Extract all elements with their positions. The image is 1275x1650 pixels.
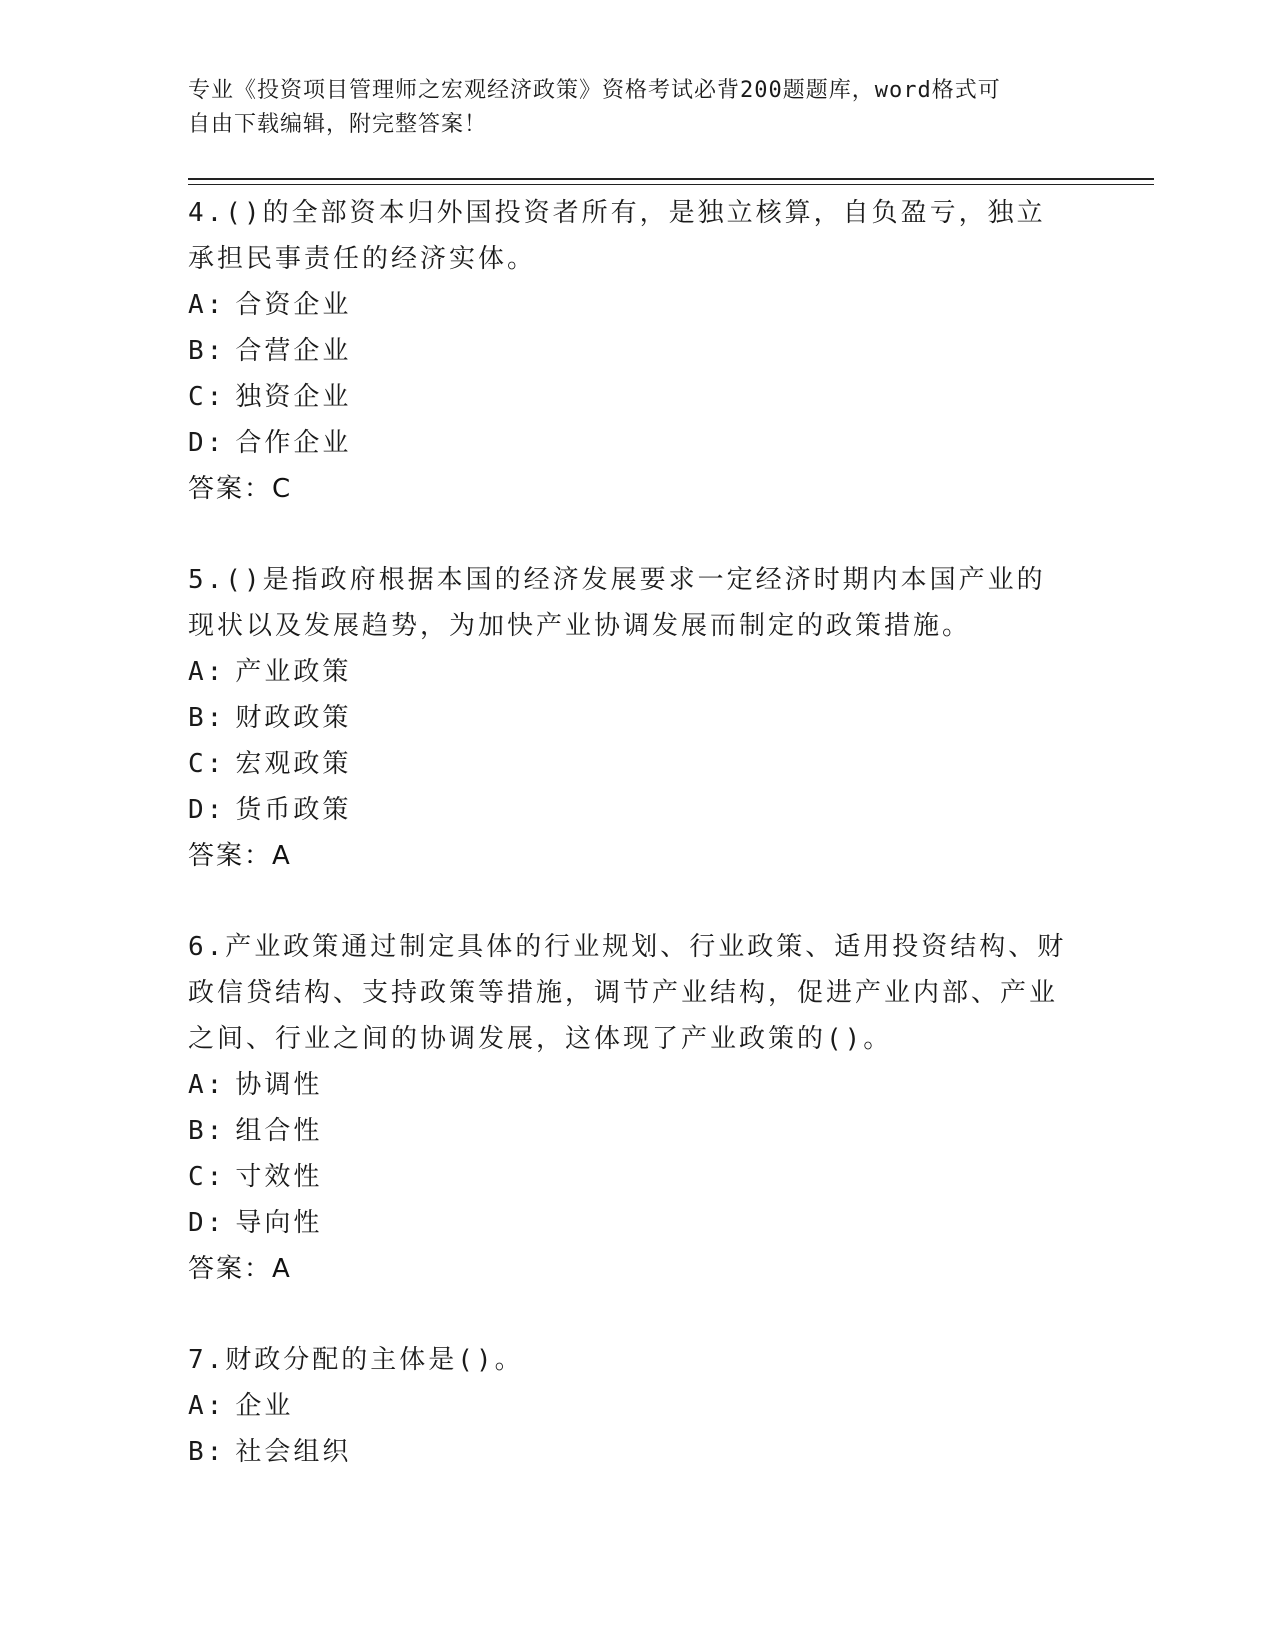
header-line-1: 专业《投资项目管理师之宏观经济政策》资格考试必背200题题库，word格式可	[188, 78, 1001, 103]
option-b	[188, 328, 1068, 374]
option-c	[188, 741, 1068, 787]
question-7	[188, 1337, 1068, 1475]
option-key: D:	[188, 1208, 226, 1238]
option-text: 寸效性	[235, 1162, 323, 1192]
answer-line: 答案：C	[188, 474, 293, 504]
option-text: 产业政策	[235, 657, 352, 687]
header-rule-thin	[188, 184, 1154, 185]
option-key: A:	[188, 1070, 226, 1100]
option-key: B:	[188, 336, 226, 366]
answer-line: 答案：A	[188, 1254, 292, 1284]
option-c	[188, 374, 1068, 420]
header-rule-thick	[188, 178, 1154, 180]
option-d	[188, 1200, 1068, 1246]
option-d	[188, 420, 1068, 466]
option-text: 宏观政策	[235, 749, 352, 779]
option-text: 社会组织	[235, 1437, 352, 1467]
question-stem: 6.产业政策通过制定具体的行业规划、行业政策、适用投资结构、财政信贷结构、支持政策等措施，调节产业结构，促进产业内部、产业之间、行业之间的协调发展，这体现了产业政策的()。	[188, 932, 1067, 1054]
option-key: D:	[188, 428, 226, 458]
answer-line: 答案：A	[188, 841, 292, 871]
option-text: 合营企业	[235, 336, 352, 366]
option-text: 协调性	[235, 1070, 323, 1100]
option-text: 企业	[235, 1391, 294, 1421]
option-key: C:	[188, 382, 226, 412]
option-key: A:	[188, 657, 226, 687]
option-text: 货币政策	[235, 795, 352, 825]
option-key: B:	[188, 1116, 226, 1146]
option-text: 合作企业	[235, 428, 352, 458]
option-b	[188, 695, 1068, 741]
option-key: B:	[188, 1437, 226, 1467]
option-key: C:	[188, 749, 226, 779]
header-line-2: 自由下载编辑，附完整答案！	[188, 112, 488, 137]
option-text: 导向性	[235, 1208, 323, 1238]
question-stem: 7.财政分配的主体是()。	[188, 1345, 524, 1375]
option-text: 独资企业	[235, 382, 352, 412]
option-c	[188, 1154, 1068, 1200]
option-key: C:	[188, 1162, 226, 1192]
option-a	[188, 1062, 1068, 1108]
option-text: 合资企业	[235, 290, 352, 320]
option-text: 组合性	[235, 1116, 323, 1146]
question-stem: 5.()是指政府根据本国的经济发展要求一定经济时期内本国产业的现状以及发展趋势，为加快产业协调发展而制定的政策措施。	[188, 565, 1046, 641]
option-b	[188, 1108, 1068, 1154]
option-text: 财政政策	[235, 703, 352, 733]
option-a	[188, 282, 1068, 328]
option-key: D:	[188, 795, 226, 825]
option-key: A:	[188, 1391, 226, 1421]
option-a	[188, 649, 1068, 695]
option-a	[188, 1383, 1068, 1429]
question-5	[188, 557, 1068, 879]
question-4	[188, 190, 1068, 512]
option-d	[188, 787, 1068, 833]
question-list	[188, 190, 1068, 1475]
option-key: B:	[188, 703, 226, 733]
question-6	[188, 924, 1068, 1292]
document-header	[188, 74, 1068, 142]
option-key: A:	[188, 290, 226, 320]
option-b	[188, 1429, 1068, 1475]
question-stem: 4.()的全部资本归外国投资者所有，是独立核算，自负盈亏，独立承担民事责任的经济实体。	[188, 198, 1046, 274]
